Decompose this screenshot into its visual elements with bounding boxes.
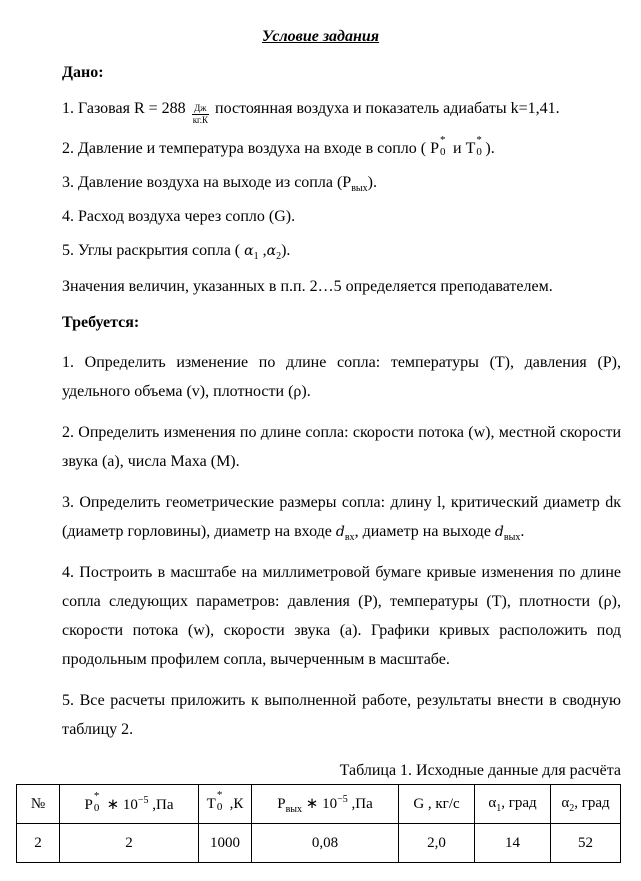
header-alpha2	[551, 785, 621, 824]
alpha2-letter: α	[561, 794, 570, 811]
unit-numerator: Дж	[192, 103, 209, 115]
given-item-1	[62, 100, 560, 126]
zero-index-2: 0	[476, 146, 482, 158]
d-in-symbol: d	[335, 524, 345, 540]
cell-number: 2	[17, 824, 60, 863]
alpha-index-1: 1	[253, 251, 259, 262]
given-item-3	[62, 174, 377, 194]
required-item-3-post: .	[520, 523, 525, 540]
pout-multiplier: ∗ 10	[302, 795, 338, 812]
given-item-4: 4. Расход воздуха через сопло (G).	[62, 208, 296, 225]
required-item-1: 1. Определить изменение по длине сопла: температуры (T), давления (P), удельного объема (v), плотности (ρ).	[62, 354, 621, 400]
alpha2-index: 2	[569, 802, 575, 814]
t0-header-index	[216, 789, 226, 813]
header-pout	[252, 785, 399, 824]
p0-letter: P	[84, 796, 93, 813]
t0-zero: 0	[216, 801, 223, 813]
table-row	[17, 824, 621, 863]
header-number: №	[17, 785, 60, 824]
given-item-5	[62, 242, 290, 262]
star-mark: *	[440, 134, 446, 146]
header-alpha1	[475, 785, 551, 824]
p0-unit: ,Па	[148, 796, 174, 813]
pout-exponent: −5	[337, 793, 348, 805]
pout-subscript: вых	[285, 803, 303, 815]
alpha1-index: 1	[496, 802, 502, 814]
pout-letter: P	[277, 795, 286, 812]
out-subscript: вых	[351, 183, 368, 194]
p0-star-index	[439, 134, 449, 158]
cell-pout: 0,08	[252, 824, 399, 863]
cell-t0: 1000	[199, 824, 252, 863]
required-item-5: 5. Все расчеты приложить к выполненной работе, результаты внести в сводную таблицу 2.	[62, 692, 621, 738]
alpha-symbol-2: α	[266, 243, 277, 259]
d-out-symbol: d	[494, 524, 504, 540]
d-in-subscript: вх	[344, 532, 355, 543]
pout-unit: ,Па	[347, 795, 373, 812]
required-heading: Требуется:	[62, 314, 140, 331]
given-item-2-post: ).	[485, 140, 495, 157]
t0-star-index	[475, 134, 485, 158]
cell-p0: 2	[60, 824, 199, 863]
required-item-3-mid: , диаметр на выходе	[354, 523, 491, 540]
required-item-3	[62, 488, 621, 552]
alpha-symbol-1: α	[244, 243, 254, 259]
given-item-1-pre: 1. Газовая R = 288	[62, 100, 186, 117]
alpha1-letter: α	[488, 794, 497, 811]
header-t0	[199, 785, 252, 824]
unit-fraction	[192, 103, 209, 126]
page-title: Условие задания	[261, 28, 380, 45]
given-item-5-pre: 5. Углы раскрытия сопла (	[62, 242, 241, 259]
given-item-5-post: ).	[281, 242, 291, 259]
p0-exponent: −5	[137, 794, 149, 806]
t0-star: *	[216, 789, 223, 801]
alpha2-unit: , град	[574, 794, 610, 811]
p0-multiplier: ∗ 10	[102, 796, 138, 813]
given-item-2-mid: и T	[453, 140, 476, 157]
t0-unit: ,К	[225, 796, 244, 812]
required-item-2: 2. Определить изменения по длине сопла: скорости потока (w), местной скорости звука (a), числа Маха (M).	[62, 424, 621, 470]
given-item-3-post: ).	[367, 174, 377, 191]
given-note: Значения величин, указанных в п.п. 2…5 определяется преподавателем.	[62, 278, 553, 295]
cell-alpha1: 14	[475, 824, 551, 863]
unit-denominator: кг.К	[192, 115, 208, 125]
p0-star: *	[93, 789, 100, 802]
input-data-table	[16, 784, 621, 863]
p0-header-index	[93, 789, 103, 814]
table-header-row	[17, 785, 621, 824]
required-item-3-pre: 3. Определить геометрические размеры сопла: длину l, критический диаметр dк (диаметр горловины), диаметр на входе	[62, 494, 621, 540]
header-g: G , кг/с	[399, 785, 475, 824]
header-p0	[60, 785, 199, 824]
p0-zero: 0	[93, 801, 100, 814]
given-heading: Дано:	[62, 64, 104, 81]
zero-index: 0	[440, 146, 446, 158]
t0-letter: T	[206, 796, 216, 812]
cell-alpha2: 52	[551, 824, 621, 863]
star-mark-2: *	[476, 134, 482, 146]
given-item-2-pre: 2. Давление и температура воздуха на входе в сопло ( P	[62, 140, 440, 157]
alpha1-unit: , град	[501, 794, 537, 811]
comma-separator: ,	[262, 242, 267, 259]
table-caption: Таблица 1. Исходные данные для расчёта	[339, 762, 621, 779]
required-item-4: 4. Построить в масштабе на миллиметровой бумаге кривые изменения по длине сопла следующих параметров: давления (P), температуры (T), плотности (ρ), скорости потока (w), скорости звука (a). Графики кривых расположить под продольным профилем сопла, вычерченным в масштабе.	[62, 564, 621, 668]
alpha-index-2: 2	[276, 251, 282, 262]
given-item-2	[62, 134, 495, 158]
cell-g: 2,0	[399, 824, 475, 863]
d-out-subscript: вых	[503, 532, 521, 543]
given-item-1-post: постоянная воздуха и показатель адиабаты k=1,41.	[215, 100, 560, 117]
given-item-3-pre: 3. Давление воздуха на выходе из сопла (P	[62, 174, 352, 191]
